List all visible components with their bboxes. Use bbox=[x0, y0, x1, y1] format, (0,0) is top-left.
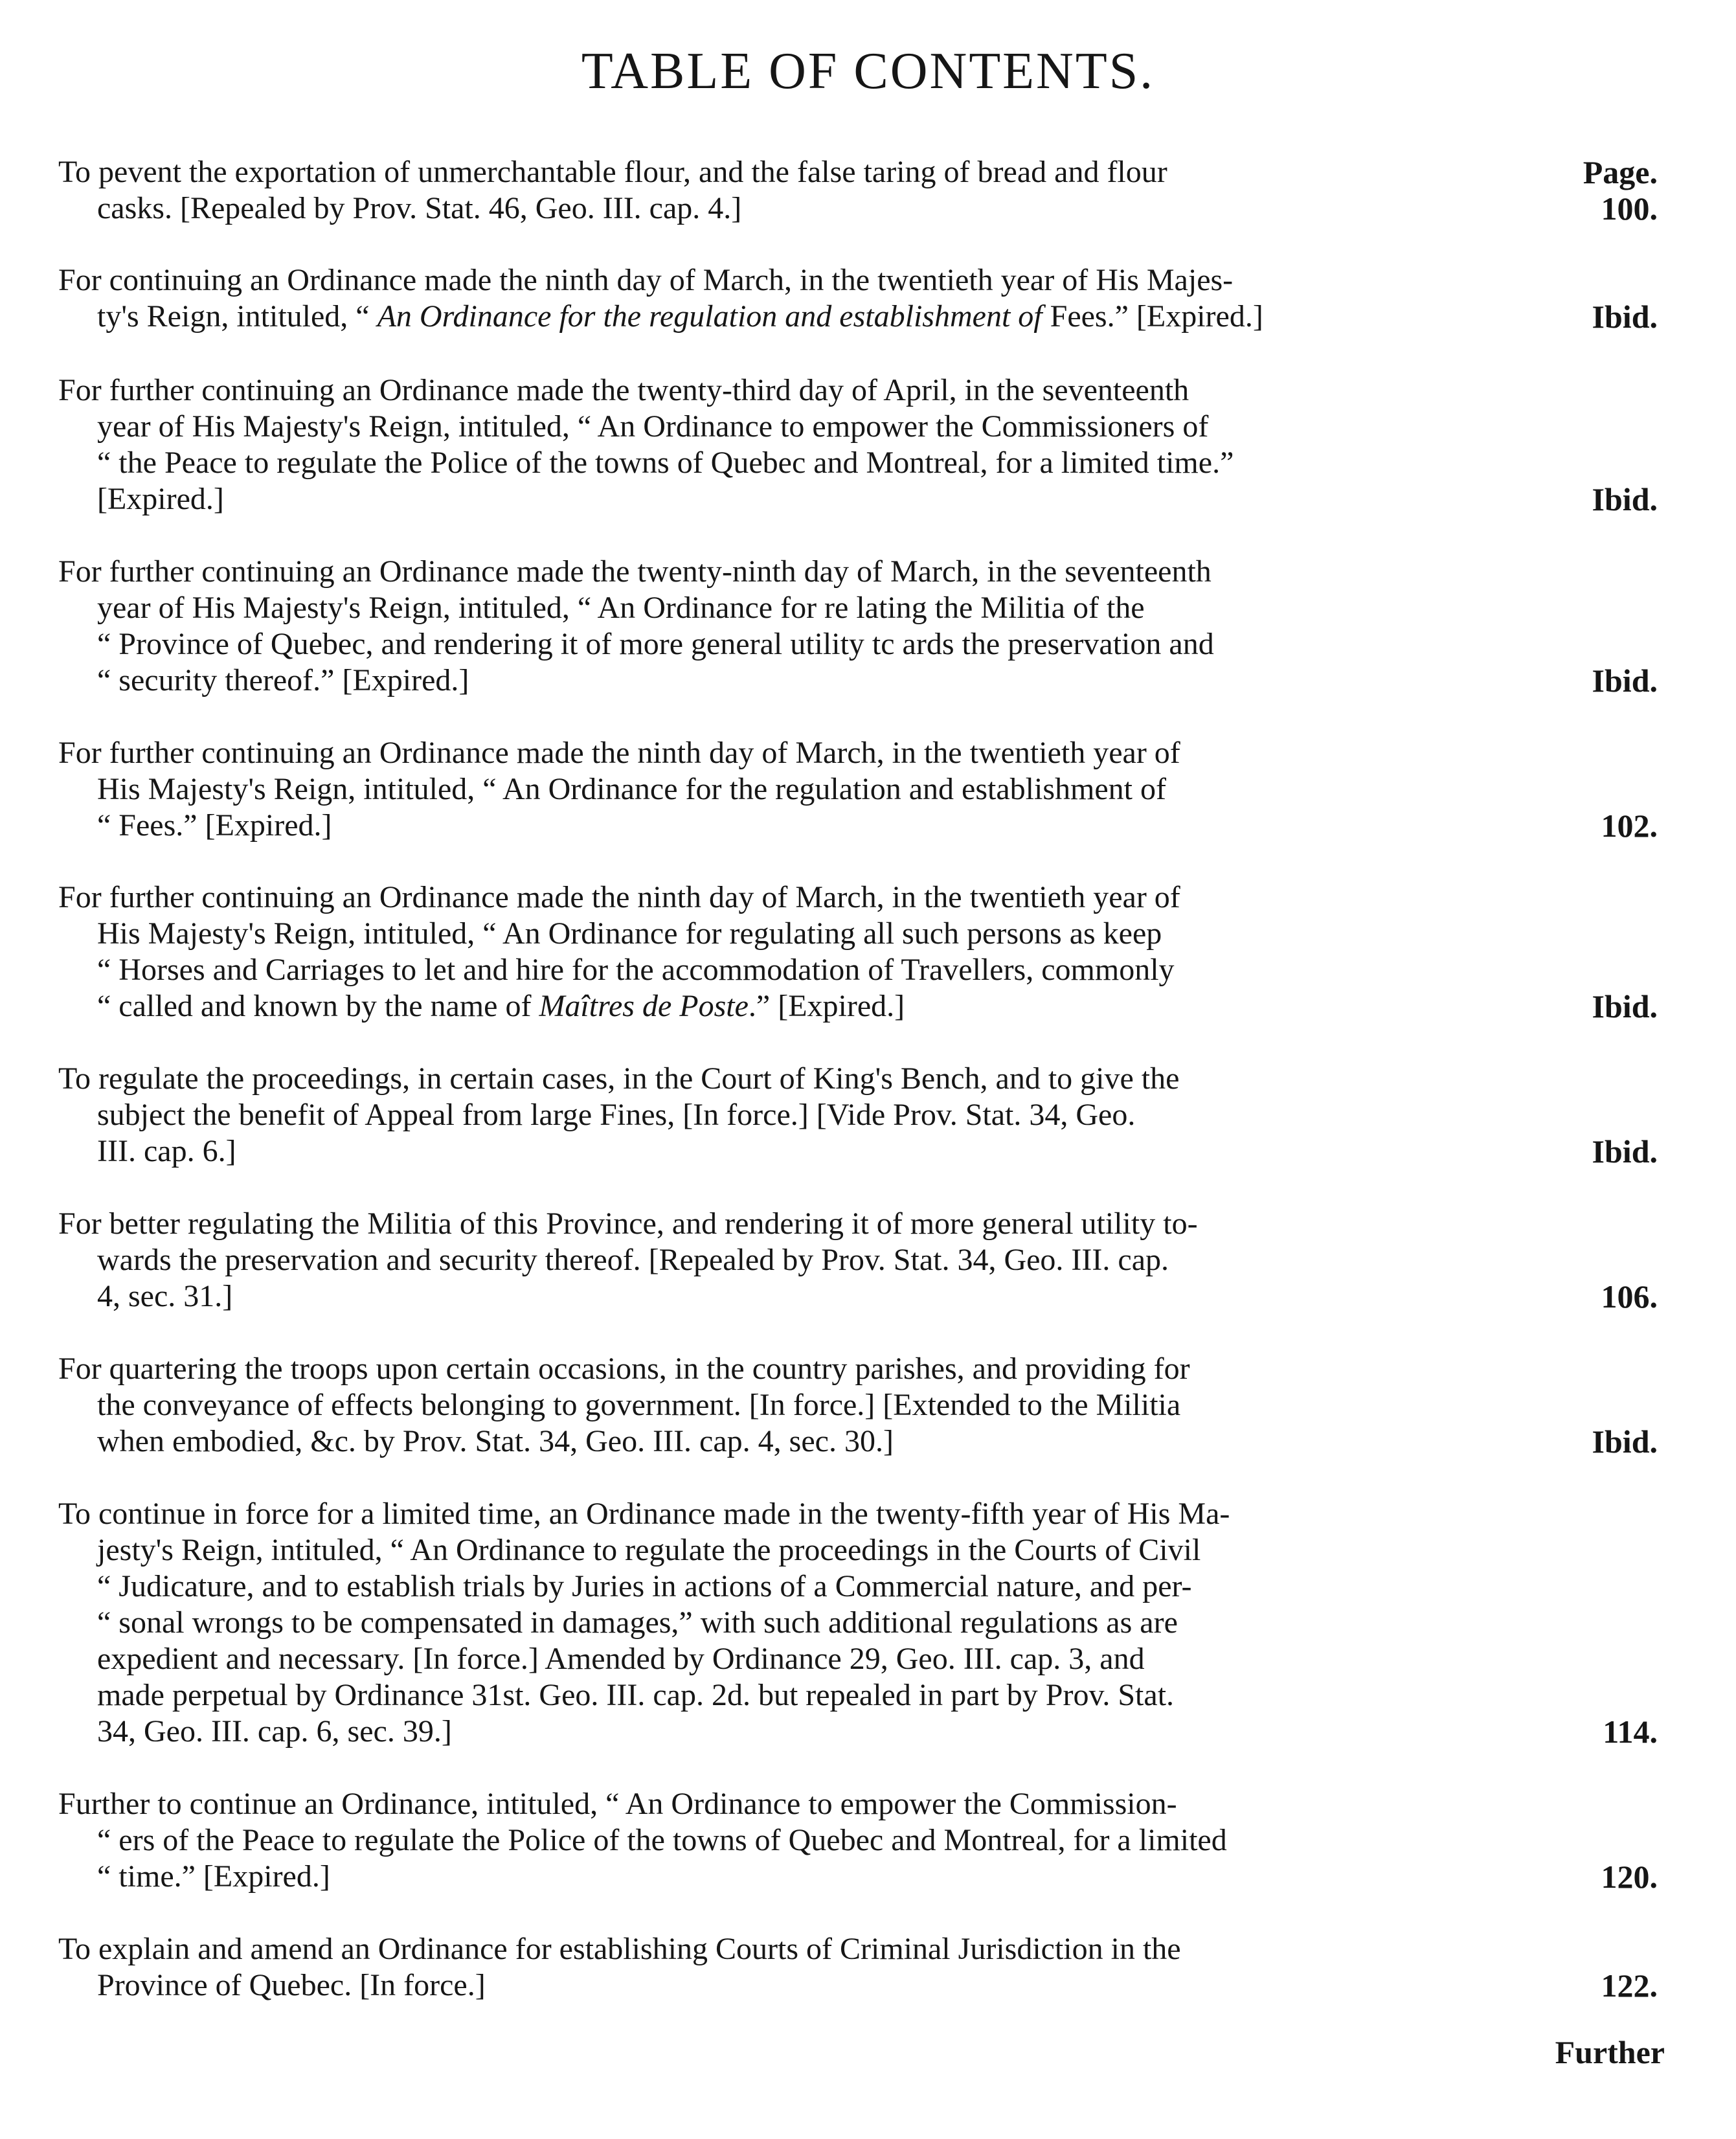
entry-line: “ Judicature, and to establish trials by Juries in actions of a Commercial nature, and per- bbox=[97, 1569, 1192, 1603]
entry-line: To regulate the proceedings, in certain cases, in the Court of King's Bench, and to give the bbox=[58, 1061, 1180, 1096]
entry-line: jesty's Reign, intituled, “ An Ordinance to regulate the proceedings in the Courts of Civil bbox=[97, 1533, 1201, 1567]
entry-line: year of His Majesty's Reign, intituled, “ An Ordinance to empower the Commissioners of bbox=[97, 409, 1209, 444]
entry-line: “ sonal wrongs to be compensated in damages,” with such additional regulations as are bbox=[97, 1605, 1178, 1640]
entry-line: III. cap. 6.] bbox=[97, 1134, 236, 1168]
toc-entry bbox=[58, 879, 1658, 1024]
entry-text bbox=[58, 735, 1522, 844]
entry-text bbox=[58, 262, 1522, 335]
entry-line: “ Fees.” [Expired.] bbox=[97, 808, 332, 843]
entry-line: For further continuing an Ordinance made the twenty-third day of April, in the seventeenth bbox=[58, 373, 1189, 407]
toc-entry bbox=[58, 1061, 1658, 1170]
toc-entry bbox=[58, 1351, 1658, 1460]
catchword: Further bbox=[1555, 2034, 1665, 2070]
page-number: Ibid. bbox=[1592, 662, 1658, 699]
entry-text bbox=[58, 1931, 1522, 2004]
page-number: Ibid. bbox=[1592, 481, 1658, 517]
page-number: 106. bbox=[1601, 1278, 1658, 1315]
entry-line: “ ers of the Peace to regulate the Police of the towns of Quebec and Montreal, for a limited bbox=[97, 1823, 1227, 1857]
entry-line: Further to continue an Ordinance, intituled, “ An Ordinance to empower the Commission- bbox=[58, 1787, 1177, 1821]
toc-entry bbox=[58, 735, 1658, 844]
entry-text bbox=[58, 1786, 1522, 1895]
page-number: 114. bbox=[1603, 1714, 1658, 1750]
entry-line: “ time.” [Expired.] bbox=[97, 1859, 330, 1894]
entry-line: “ called and known by the name of Maîtres de Poste.” [Expired.] bbox=[97, 989, 905, 1023]
entry-line: For further continuing an Ordinance made the ninth day of March, in the twentieth year of bbox=[58, 880, 1180, 914]
entry-line: “ Province of Quebec, and rendering it of more general utility tc ards the preservation and bbox=[97, 627, 1214, 661]
entry-line: casks. [Repealed by Prov. Stat. 46, Geo. III. cap. 4.] bbox=[97, 191, 742, 225]
entry-line: wards the preservation and security thereof. [Repealed by Prov. Stat. 34, Geo. III. cap. bbox=[97, 1243, 1169, 1277]
entry-text bbox=[58, 1496, 1522, 1750]
entry-line: For continuing an Ordinance made the ninth day of March, in the twentieth year of His Majes- bbox=[58, 263, 1234, 297]
page-number: Ibid. bbox=[1592, 988, 1658, 1024]
page-number: Ibid. bbox=[1592, 1133, 1658, 1170]
entry-line: “ Horses and Carriages to let and hire for the accommodation of Travellers, commonly bbox=[97, 953, 1175, 987]
entry-text bbox=[58, 372, 1522, 517]
toc-entry bbox=[58, 1496, 1658, 1750]
toc-entry bbox=[58, 154, 1658, 227]
page-title: TABLE OF CONTENTS. bbox=[581, 43, 1155, 100]
entry-line: For further continuing an Ordinance made the ninth day of March, in the twentieth year of bbox=[58, 736, 1180, 770]
entry-line: expedient and necessary. [In force.] Amended by Ordinance 29, Geo. III. cap. 3, and bbox=[97, 1642, 1145, 1676]
entry-line: Province of Quebec. [In force.] bbox=[97, 1968, 486, 2002]
page-column-heading: Page. bbox=[1583, 154, 1658, 190]
entry-text bbox=[58, 1061, 1522, 1170]
entry-text bbox=[58, 879, 1522, 1024]
entry-line: [Expired.] bbox=[97, 482, 224, 516]
page-number: 102. bbox=[1601, 808, 1658, 844]
entry-line: His Majesty's Reign, intituled, “ An Ordinance for the regulation and establishment of bbox=[97, 772, 1166, 806]
entry-line: made perpetual by Ordinance 31st. Geo. III. cap. 2d. but repealed in part by Prov. Stat. bbox=[97, 1678, 1175, 1712]
toc-entry bbox=[58, 1206, 1658, 1315]
italic-phrase: An Ordinance for the regulation and establishment of bbox=[377, 299, 1043, 334]
entry-line: when embodied, &c. by Prov. Stat. 34, Geo. III. cap. 4, sec. 30.] bbox=[97, 1424, 894, 1458]
toc-entry bbox=[58, 554, 1658, 699]
italic-phrase: Maîtres de Poste bbox=[539, 989, 749, 1023]
entry-line: To explain and amend an Ordinance for establishing Courts of Criminal Jurisdiction in the bbox=[58, 1932, 1181, 1966]
entry-text bbox=[58, 554, 1522, 699]
entry-line: year of His Majesty's Reign, intituled, “ An Ordinance for re lating the Militia of the bbox=[97, 591, 1145, 625]
toc-entry bbox=[58, 262, 1658, 335]
entry-line: His Majesty's Reign, intituled, “ An Ordinance for regulating all such persons as keep bbox=[97, 916, 1162, 951]
entry-line: “ the Peace to regulate the Police of the towns of Quebec and Montreal, for a limited time.” bbox=[97, 446, 1234, 480]
page-number: Ibid. bbox=[1592, 1423, 1658, 1460]
toc-entry bbox=[58, 372, 1658, 517]
entry-text bbox=[58, 1206, 1522, 1315]
entry-line: To pevent the exportation of unmerchantable flour, and the false taring of bread and flour bbox=[58, 155, 1167, 189]
entry-line: 34, Geo. III. cap. 6, sec. 39.] bbox=[97, 1714, 452, 1749]
toc-entry bbox=[58, 1786, 1658, 1895]
entry-text bbox=[58, 1351, 1522, 1460]
entry-line: ty's Reign, intituled, “ An Ordinance for the regulation and establishment of Fees.” [Expired.] bbox=[97, 299, 1263, 334]
page-number: 122. bbox=[1601, 1967, 1658, 2004]
toc-entry bbox=[58, 1931, 1658, 2004]
entry-text bbox=[58, 154, 1522, 227]
entry-line: the conveyance of effects belonging to government. [In force.] [Extended to the Militia bbox=[97, 1388, 1181, 1422]
entry-line: “ security thereof.” [Expired.] bbox=[97, 663, 469, 697]
entry-line: subject the benefit of Appeal from large Fines, [In force.] [Vide Prov. Stat. 34, Geo. bbox=[97, 1098, 1136, 1132]
page-number: 100. bbox=[1601, 190, 1658, 227]
page-number: 120. bbox=[1601, 1859, 1658, 1895]
page-number: Ibid. bbox=[1592, 299, 1658, 335]
entry-line: 4, sec. 31.] bbox=[97, 1279, 233, 1313]
entry-line: For better regulating the Militia of this Province, and rendering it of more general utility to- bbox=[58, 1206, 1198, 1241]
entry-line: For further continuing an Ordinance made the twenty-ninth day of March, in the seventeenth bbox=[58, 554, 1212, 589]
entry-line: To continue in force for a limited time, an Ordinance made in the twenty-fifth year of His Ma- bbox=[58, 1497, 1230, 1531]
entry-line: For quartering the troops upon certain occasions, in the country parishes, and providing for bbox=[58, 1352, 1190, 1386]
